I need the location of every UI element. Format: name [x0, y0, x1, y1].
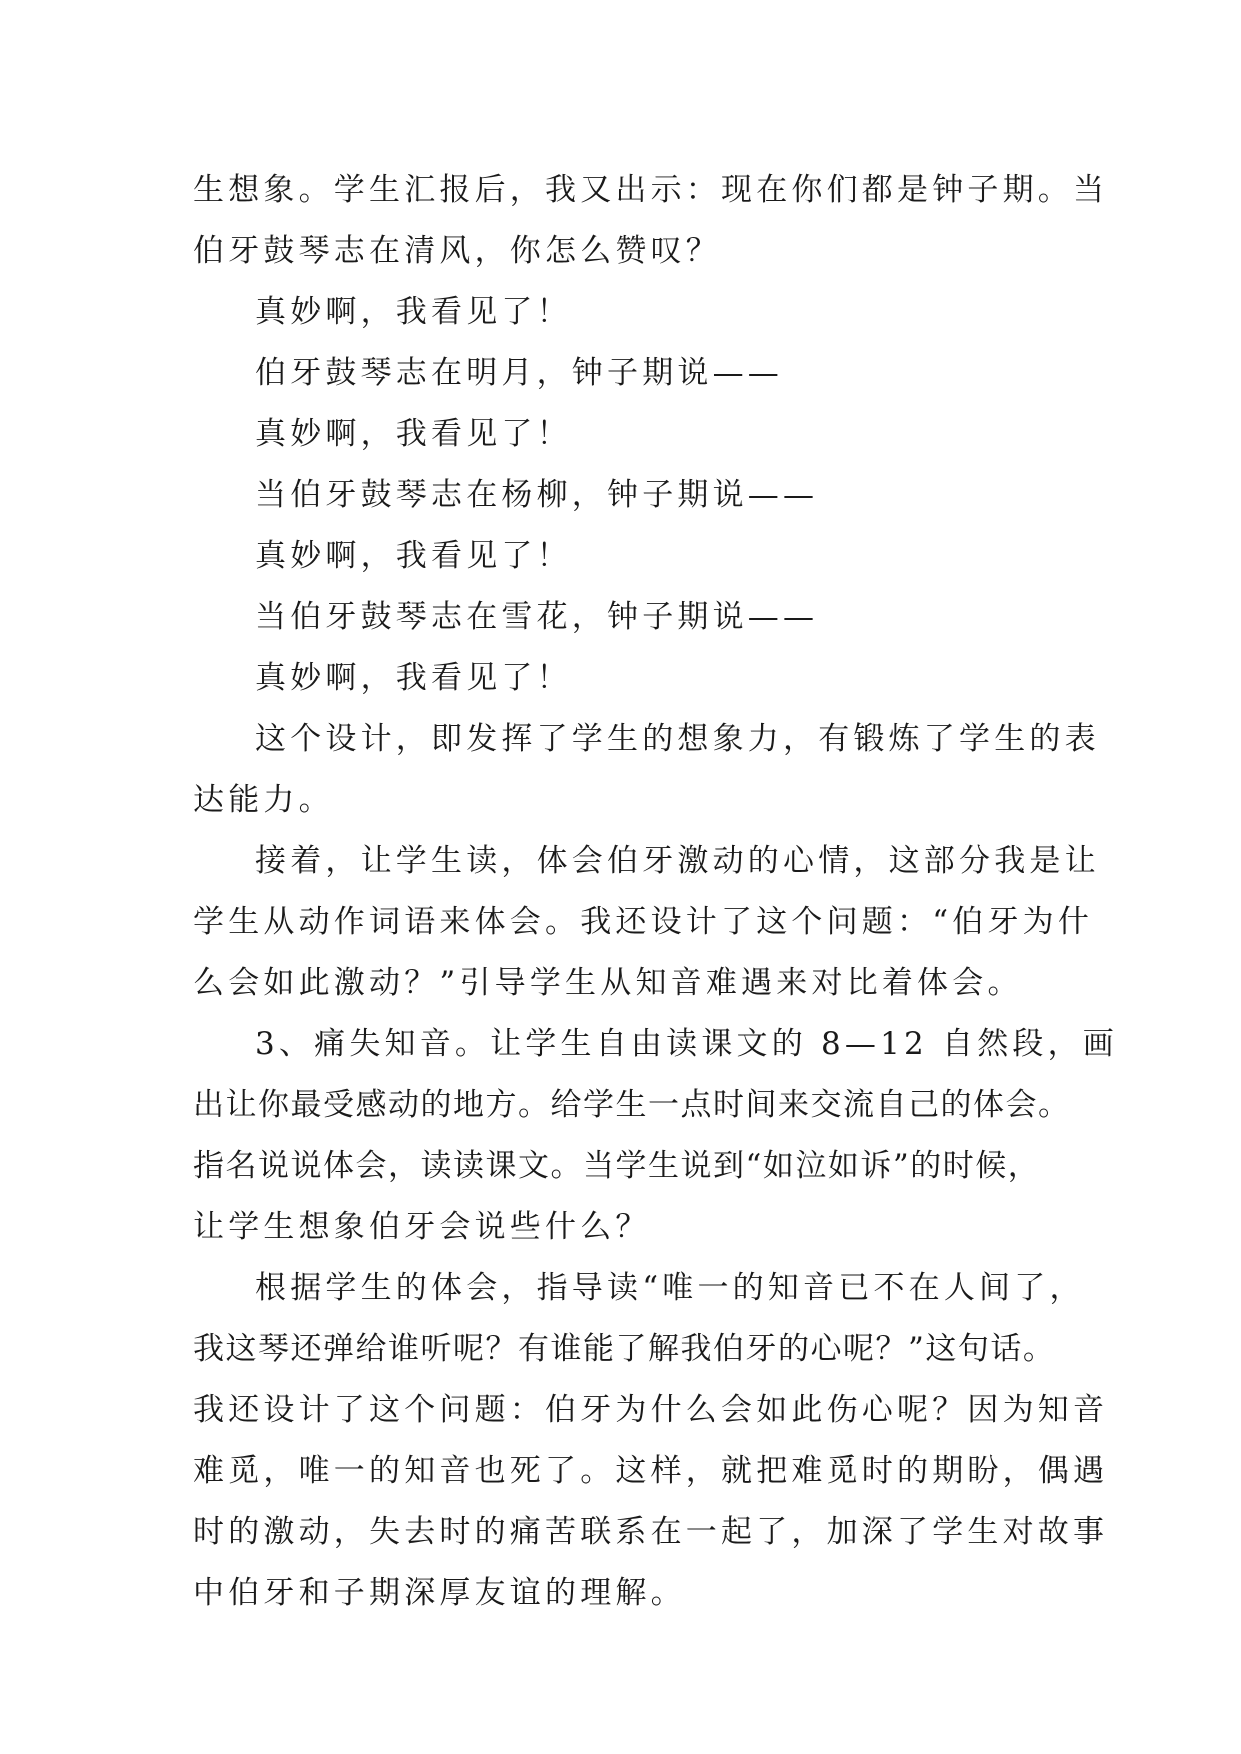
text-line: 接着，让学生读，体会伯牙激动的心情，这部分我是让 [255, 843, 1100, 879]
text-line: 这个设计，即发挥了学生的想象力，有锻炼了学生的表 [255, 721, 1100, 757]
text-line: 达能力。 [193, 782, 334, 818]
text-line: 真妙啊，我看见了！ [255, 538, 572, 574]
text-line: 中伯牙和子期深厚友谊的理解。 [193, 1575, 686, 1611]
text-line: 真妙啊，我看见了！ [255, 660, 572, 696]
text-line: 生想象。学生汇报后，我又出示：现在你们都是钟子期。当 [193, 172, 1109, 208]
text-line: 让学生想象伯牙会说些什么？ [193, 1209, 651, 1245]
text-line: 真妙啊，我看见了！ [255, 416, 572, 452]
text-line: 时的激动，失去时的痛苦联系在一起了，加深了学生对故事 [193, 1514, 1109, 1550]
text-line: 我还设计了这个问题：伯牙为什么会如此伤心呢？因为知音 [193, 1392, 1109, 1428]
text-line: 难觅，唯一的知音也死了。这样，就把难觅时的期盼，偶遇 [193, 1453, 1109, 1489]
text-line: 么会如此激动？”引导学生从知音难遇来对比着体会。 [193, 965, 1023, 1001]
text-line: 当伯牙鼓琴志在雪花，钟子期说—— [255, 599, 819, 635]
text-line: 学生从动作词语来体会。我还设计了这个问题：“伯牙为什 [193, 904, 1094, 940]
text-line: 真妙啊，我看见了！ [255, 294, 572, 330]
text-line: 当伯牙鼓琴志在杨柳，钟子期说—— [255, 477, 819, 513]
text-line: 3、痛失知音。让学生自由读课文的 8—12 自然段，画 [255, 1026, 1118, 1062]
document-page [193, 160, 1118, 1624]
text-line: 根据学生的体会，指导读“唯一的知音已不在人间了， [255, 1270, 1085, 1306]
text-line: 指名说说体会，读读课文。当学生说到“如泣如诉”的时候， [193, 1148, 1041, 1184]
text-line: 伯牙鼓琴志在清风，你怎么赞叹？ [193, 233, 721, 269]
text-line: 我这琴还弹给谁听呢？有谁能了解我伯牙的心呢？”这句话。 [193, 1331, 1056, 1367]
text-line: 出让你最受感动的地方。给学生一点时间来交流自己的体会。 [193, 1087, 1071, 1123]
text-line: 伯牙鼓琴志在明月，钟子期说—— [255, 355, 783, 391]
